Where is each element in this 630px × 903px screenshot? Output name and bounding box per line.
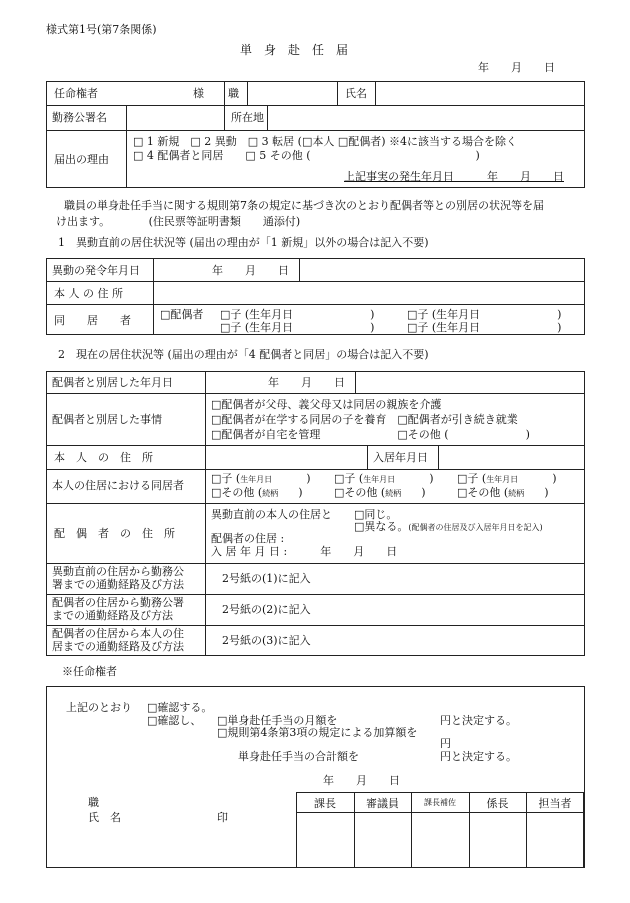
confirm-prefix: 上記のとおり [66, 701, 132, 714]
child-checkbox[interactable]: □子 (生年月日 ) [220, 321, 375, 334]
different-checkbox[interactable]: □異なる。(配偶者の住居及び入居年月日を記入) [354, 520, 543, 533]
form-title: 単 身 赴 任 届 [240, 43, 349, 57]
seal-label: 印 [217, 811, 228, 824]
col-divider [299, 258, 300, 281]
address-label: 本 人 の 住 所 [54, 451, 153, 464]
addition-checkbox[interactable]: □規則第4条第3項の規定による加算額を [217, 726, 418, 739]
row-divider [46, 563, 585, 564]
location-label: 所在地 [231, 111, 264, 124]
form-date: 年 月 日 [478, 61, 555, 74]
section2-heading: 2 現在の居住状況等 (届出の理由が「4 配偶者と同居」の場合は記入不要) [58, 348, 429, 361]
total-label: 単身赴任手当の合計額を [238, 750, 359, 763]
appointer-label: 任命権者 [54, 87, 98, 100]
sama-label: 様 [193, 87, 204, 100]
approval-header: 審議員 [366, 797, 399, 810]
office-label: 勤務公署名 [52, 111, 107, 124]
route-value: 2号紙の(1)に記入 [222, 572, 311, 585]
row-divider [46, 594, 585, 595]
row-divider [46, 469, 585, 470]
other-checkbox[interactable]: □その他 (続柄 ) [211, 486, 303, 499]
row-divider [46, 445, 585, 446]
circumstance-label: 配偶者と別居した事情 [52, 413, 162, 426]
approval-header: 課長補佐 [424, 798, 456, 807]
row-divider [46, 393, 585, 394]
confirm-checkbox[interactable]: □確認する。 [147, 701, 213, 714]
child-checkbox[interactable]: □子 (生年月日 ) [407, 321, 562, 334]
same-checkbox[interactable]: □同じ。 [354, 508, 398, 521]
form-number: 様式第1号(第7条関係) [46, 23, 157, 36]
route-label: 配偶者の住居から勤務公署 [52, 596, 184, 609]
route-label: までの通勤経路及び方法 [52, 609, 173, 622]
reason-options-1[interactable]: □ 1 新規 □ 2 異動 □ 3 転居 (□本人 □配偶者) ※4に該当する場合を除く [133, 135, 518, 148]
row-divider [46, 281, 585, 282]
row-divider [46, 304, 585, 305]
route-value: 2号紙の(2)に記入 [222, 603, 311, 616]
route-label: 居までの通勤経路及び方法 [52, 640, 184, 653]
route-value: 2号紙の(3)に記入 [222, 634, 311, 647]
circumstance-option[interactable]: □配偶者が在学する同居の子を養育 □配偶者が引き続き就業 [211, 413, 518, 426]
transfer-date-value: 年 月 日 [212, 264, 289, 277]
reason-label: 届出の理由 [54, 153, 109, 166]
fact-date: 上記事実の発生年月日 年 月 日 [344, 170, 564, 183]
child-checkbox[interactable]: □子 (生年月日 ) [211, 472, 311, 485]
col-divider [224, 105, 225, 130]
approval-header: 課長 [314, 797, 336, 810]
col-divider [153, 258, 154, 335]
child-checkbox[interactable]: □子 (生年月日 ) [457, 472, 557, 485]
row-divider [46, 503, 585, 504]
approval-header: 担当者 [538, 797, 572, 810]
movein-label: 入居年月日 [373, 451, 428, 464]
route-label: 異動直前の住居から勤務公 [52, 565, 184, 578]
spouse-address-text: 異動直前の本人の住居と [211, 508, 332, 521]
confirm-checkbox[interactable]: □確認し、 [147, 714, 202, 727]
address-label: 本 人 の 住 所 [54, 287, 123, 300]
reason-options-2[interactable]: □ 4 配偶者と同居 □ 5 その他 ( ) [133, 149, 480, 162]
col-divider [337, 81, 338, 105]
cohabitant-label: 同 居 者 [54, 314, 131, 327]
total-amount: 円と決定する。 [440, 750, 517, 763]
spouse-checkbox[interactable]: □配偶者 [160, 308, 204, 321]
section1-heading: 1 異動直前の居住状況等 (届出の理由が「1 新規」以外の場合は記入不要) [58, 236, 429, 249]
circumstance-option[interactable]: □配偶者が父母、義父母又は同居の親族を介護 [211, 398, 442, 411]
decision-date: 年 月 日 [323, 774, 400, 787]
child-checkbox[interactable]: □子 (生年月日 ) [220, 308, 375, 321]
title-label: 職 [228, 87, 239, 100]
col-divider [205, 371, 206, 656]
route-label: 配偶者の住居から本人の住 [52, 627, 184, 640]
child-checkbox[interactable]: □子 (生年月日 ) [334, 472, 434, 485]
approval-header: 係長 [486, 797, 509, 810]
monthly-checkbox[interactable]: □単身赴任手当の月額を [217, 714, 338, 727]
official-name-label: 氏 名 [88, 811, 121, 824]
spouse-residence: 配偶者の住居 : [211, 532, 285, 545]
route-label: 署までの通勤経路及び方法 [52, 578, 184, 591]
col-divider [438, 445, 439, 469]
transfer-date-label: 異動の発令年月日 [52, 264, 140, 277]
col-divider [126, 105, 127, 188]
other-checkbox[interactable]: □その他 (続柄 ) [457, 486, 549, 499]
movein-date: 入 居 年 月 日 : 年 月 日 [211, 545, 398, 558]
separation-date-value: 年 月 日 [268, 376, 345, 389]
appointer-heading: ※任命権者 [62, 665, 117, 678]
col-divider [375, 81, 376, 105]
monthly-amount: 円と決定する。 [440, 714, 517, 727]
col-divider [355, 371, 356, 393]
row-divider [46, 625, 585, 626]
addition-amount: 円 [440, 737, 451, 750]
col-divider [224, 81, 225, 105]
col-divider [267, 105, 268, 130]
col-divider [367, 445, 368, 469]
intro-line1: 職員の単身赴任手当に関する規則第7条の規定に基づき次のとおり配偶者等との別居の状況等を届 [64, 199, 544, 212]
separation-date-label: 配偶者と別居した年月日 [52, 376, 173, 389]
other-checkbox[interactable]: □その他 (続柄 ) [334, 486, 426, 499]
row-divider [296, 812, 584, 813]
name-label: 氏名 [345, 87, 367, 100]
spouse-address-label: 配 偶 者 の 住 所 [54, 527, 175, 540]
official-title-label: 職 [88, 796, 99, 809]
col-divider [247, 81, 248, 105]
cohabitant-label: 本人の住居における同居者 [52, 479, 184, 492]
intro-line2: け出ます。 (住民票等証明書類 通添付) [56, 215, 301, 228]
child-checkbox[interactable]: □子 (生年月日 ) [407, 308, 562, 321]
circumstance-option[interactable]: □配偶者が自宅を管理 □その他 ( ) [211, 428, 530, 441]
